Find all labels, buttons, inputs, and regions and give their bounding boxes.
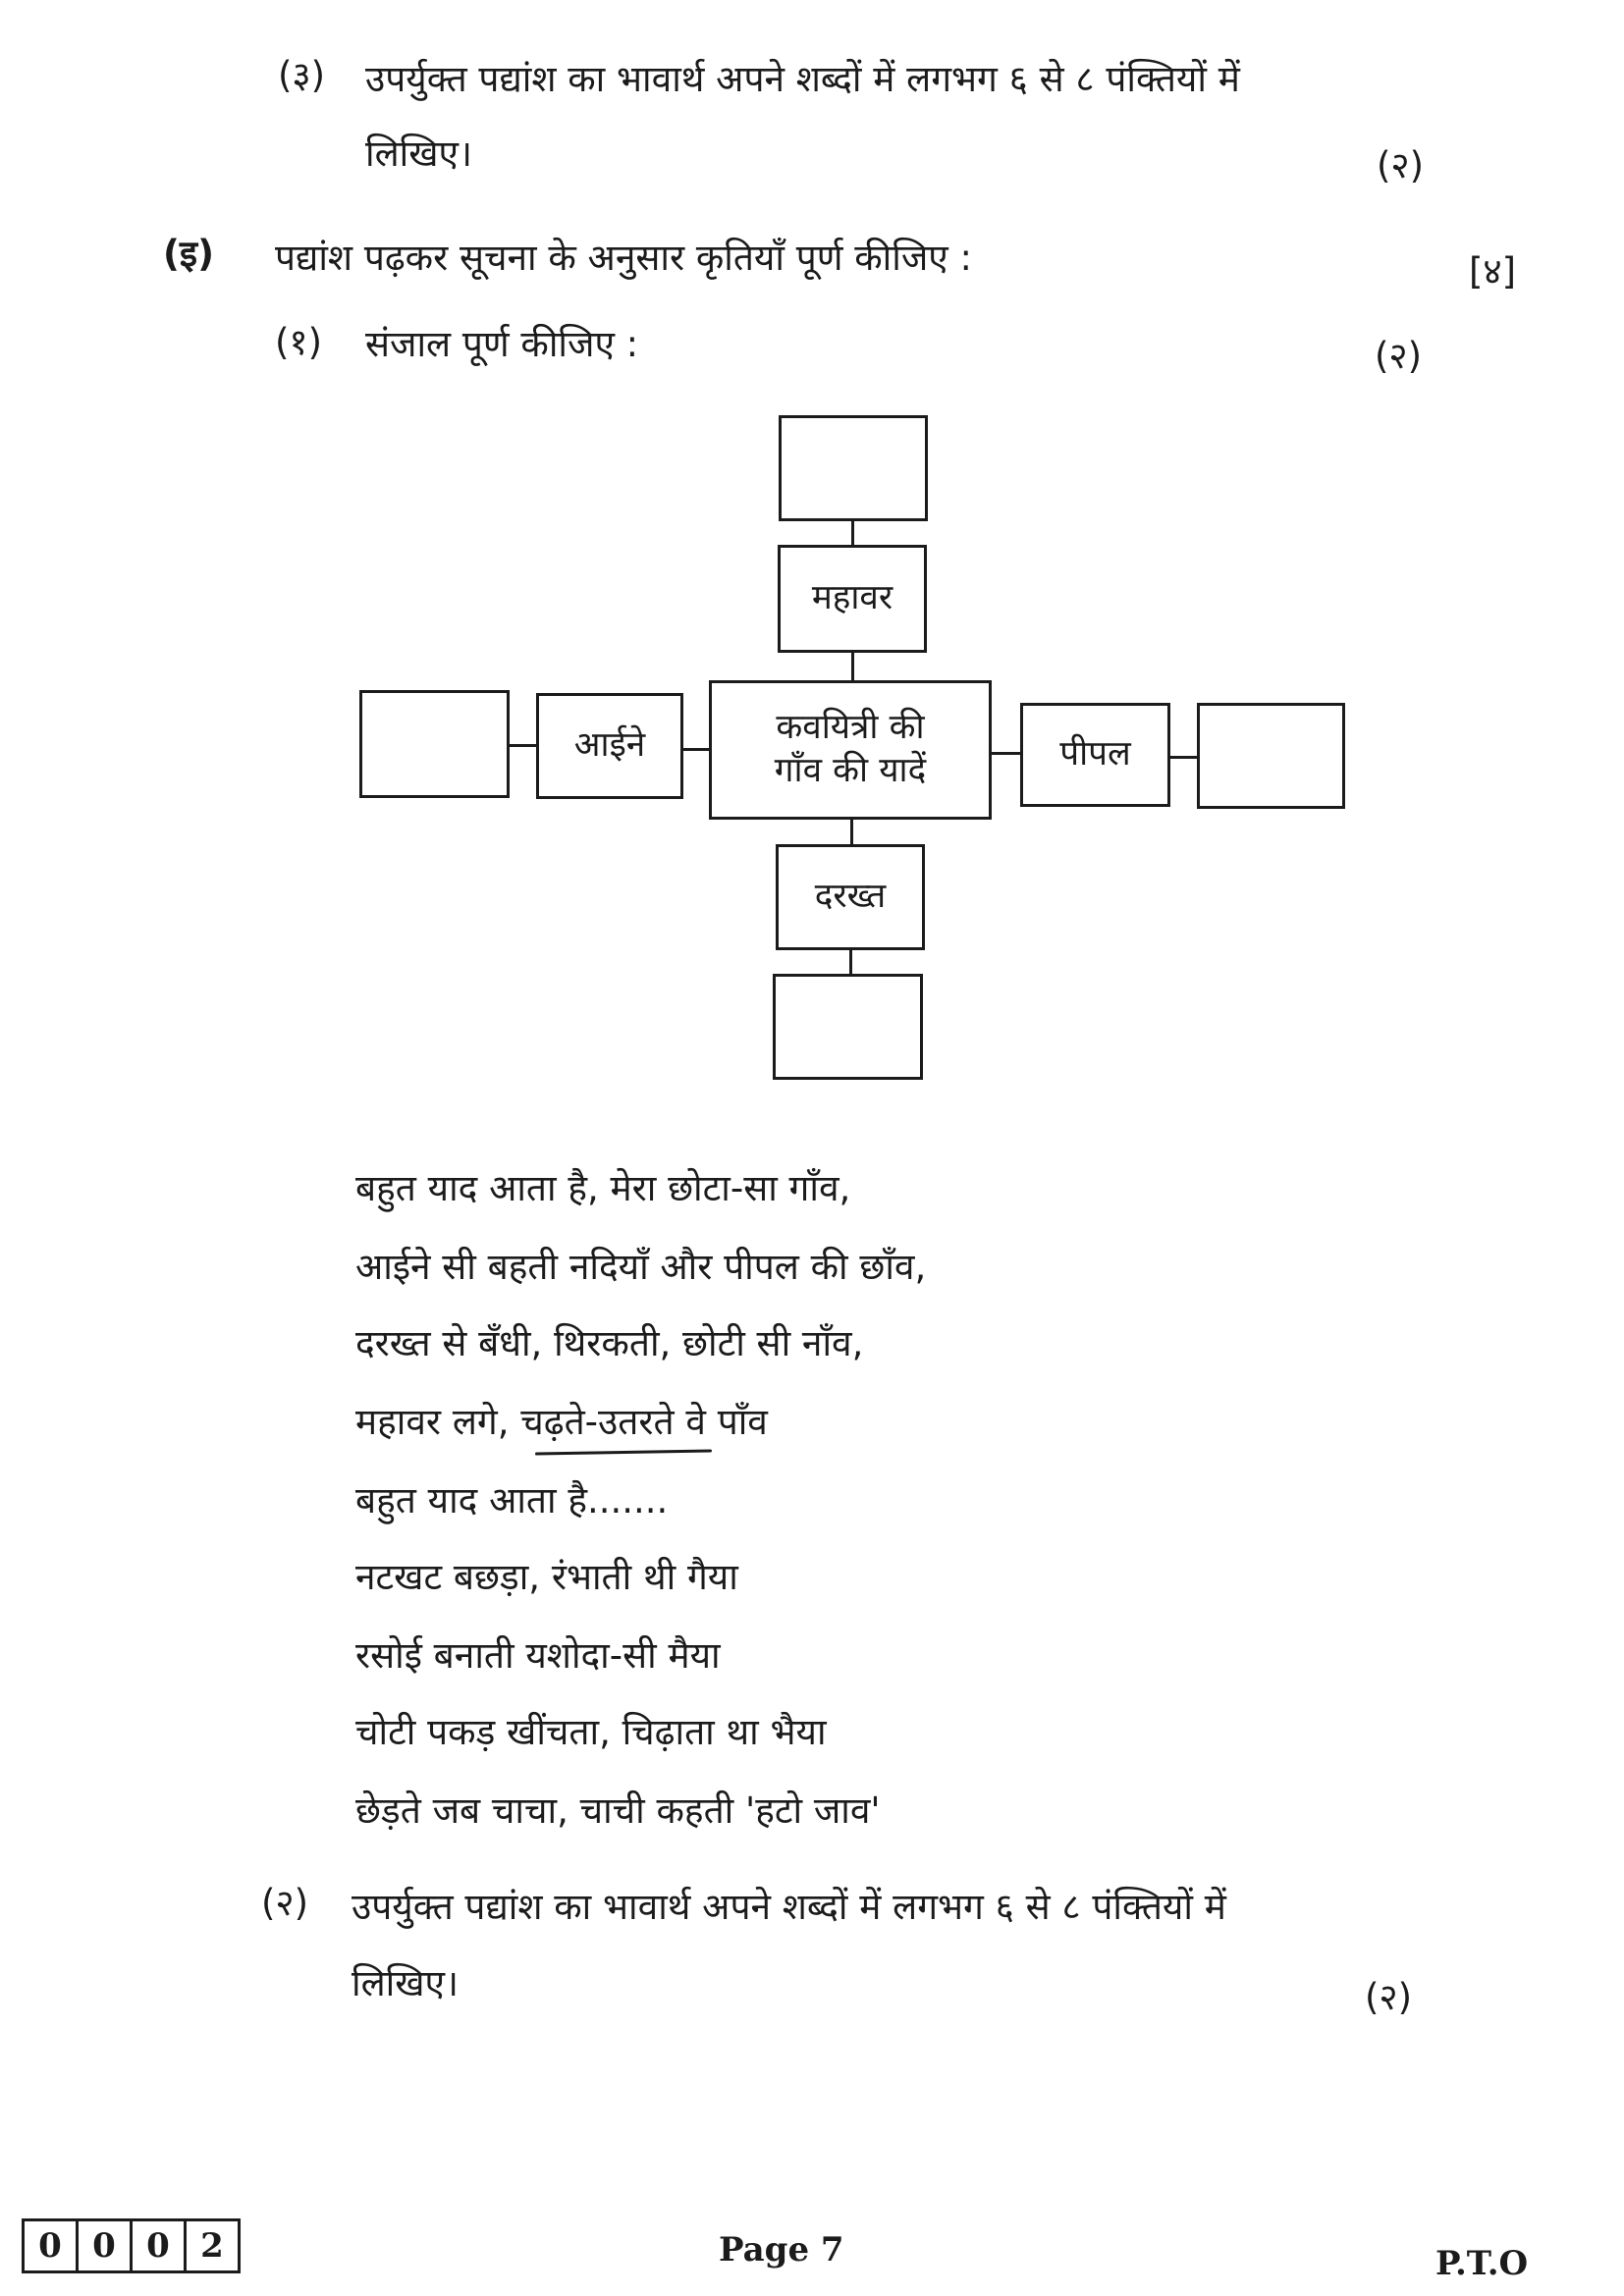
- section-i-instruction: पद्यांश पढ़कर सूचना के अनुसार कृतियाँ पूर्ण कीजिए :: [275, 237, 972, 279]
- paper-code-digit: 0: [130, 2218, 187, 2273]
- diagram-box-right: पीपल: [1020, 703, 1170, 807]
- poem-line-5: बहुत याद आता है.......: [355, 1479, 669, 1522]
- connector-right-outer: [1170, 756, 1197, 759]
- handwritten-underline: [535, 1449, 712, 1455]
- question-3-text-line2: लिखिए।: [365, 133, 473, 175]
- poem-line-1: बहुत याद आता है, मेरा छोटा-सा गाँव,: [355, 1167, 851, 1209]
- connector-left-outer: [510, 744, 536, 747]
- poem-line-8: चोटी पकड़ खींचता, चिढ़ाता था भैया: [355, 1711, 827, 1753]
- paper-code-digit: 0: [76, 2218, 133, 2273]
- question-3-marks: (२): [1377, 144, 1425, 187]
- question-1-number: (१): [275, 321, 323, 363]
- connector-left-inner: [683, 748, 709, 751]
- question-3-text-line1: उपर्युक्त पद्यांश का भावार्थ अपने शब्दों में लगभग ६ से ८ पंक्तियों में: [365, 58, 1240, 100]
- question-2-text-line1: उपर्युक्त पद्यांश का भावार्थ अपने शब्दों में लगभग ६ से ८ पंक्तियों में: [352, 1886, 1226, 1928]
- diagram-box-top: महावर: [778, 545, 927, 653]
- poem-line-4: महावर लगे, चढ़ते-उतरते वे पाँव: [355, 1401, 768, 1443]
- question-1-text: संजाल पूर्ण कीजिए :: [365, 323, 639, 365]
- diagram-box-bottom: दरख्त: [776, 844, 925, 950]
- connector-right-inner: [992, 752, 1020, 755]
- connector-top-inner: [851, 653, 854, 680]
- poem-line-2: आईने सी बहती नदियाँ और पीपल की छाँव,: [355, 1246, 927, 1288]
- section-i-label: (इ): [163, 233, 214, 275]
- diagram-center-line1: कवयित्री की: [776, 708, 925, 748]
- diagram-box-left: आईने: [536, 693, 683, 799]
- diagram-box-top-empty: [779, 415, 928, 521]
- diagram-center-line2: गाँव की यादें: [774, 751, 927, 790]
- diagram-box-right-empty: [1197, 703, 1345, 809]
- diagram-box-bottom-empty: [773, 974, 923, 1080]
- question-2-number: (२): [261, 1882, 309, 1924]
- poem-line-9: छेड़ते जब चाचा, चाची कहती 'हटो जाव': [355, 1789, 881, 1832]
- poem-line-7: रसोई बनाती यशोदा-सी मैया: [355, 1634, 721, 1677]
- pto-label: P.T.O: [1435, 2244, 1529, 2283]
- section-i-total-marks: [४]: [1469, 250, 1517, 293]
- paper-code-boxes: [22, 2218, 241, 2273]
- question-2-marks: (२): [1365, 1976, 1413, 2018]
- poem-line-3: दरख्त से बँधी, थिरकती, छोटी सी नाँव,: [355, 1322, 864, 1364]
- connector-bottom-outer: [849, 950, 852, 974]
- connector-bottom-inner: [850, 820, 853, 844]
- question-3-number: (३): [278, 54, 326, 96]
- connector-top-outer: [851, 521, 854, 545]
- question-1-marks: (२): [1375, 335, 1423, 377]
- question-2-text-line2: लिखिए।: [352, 1962, 460, 2004]
- diagram-center-box: [709, 680, 992, 820]
- page-number: Page 7: [719, 2230, 844, 2269]
- paper-code-digit: 0: [22, 2218, 79, 2273]
- paper-code-digit: 2: [184, 2218, 241, 2273]
- diagram-box-left-empty: [359, 690, 510, 798]
- poem-line-6: नटखट बछड़ा, रंभाती थी गैया: [355, 1556, 738, 1598]
